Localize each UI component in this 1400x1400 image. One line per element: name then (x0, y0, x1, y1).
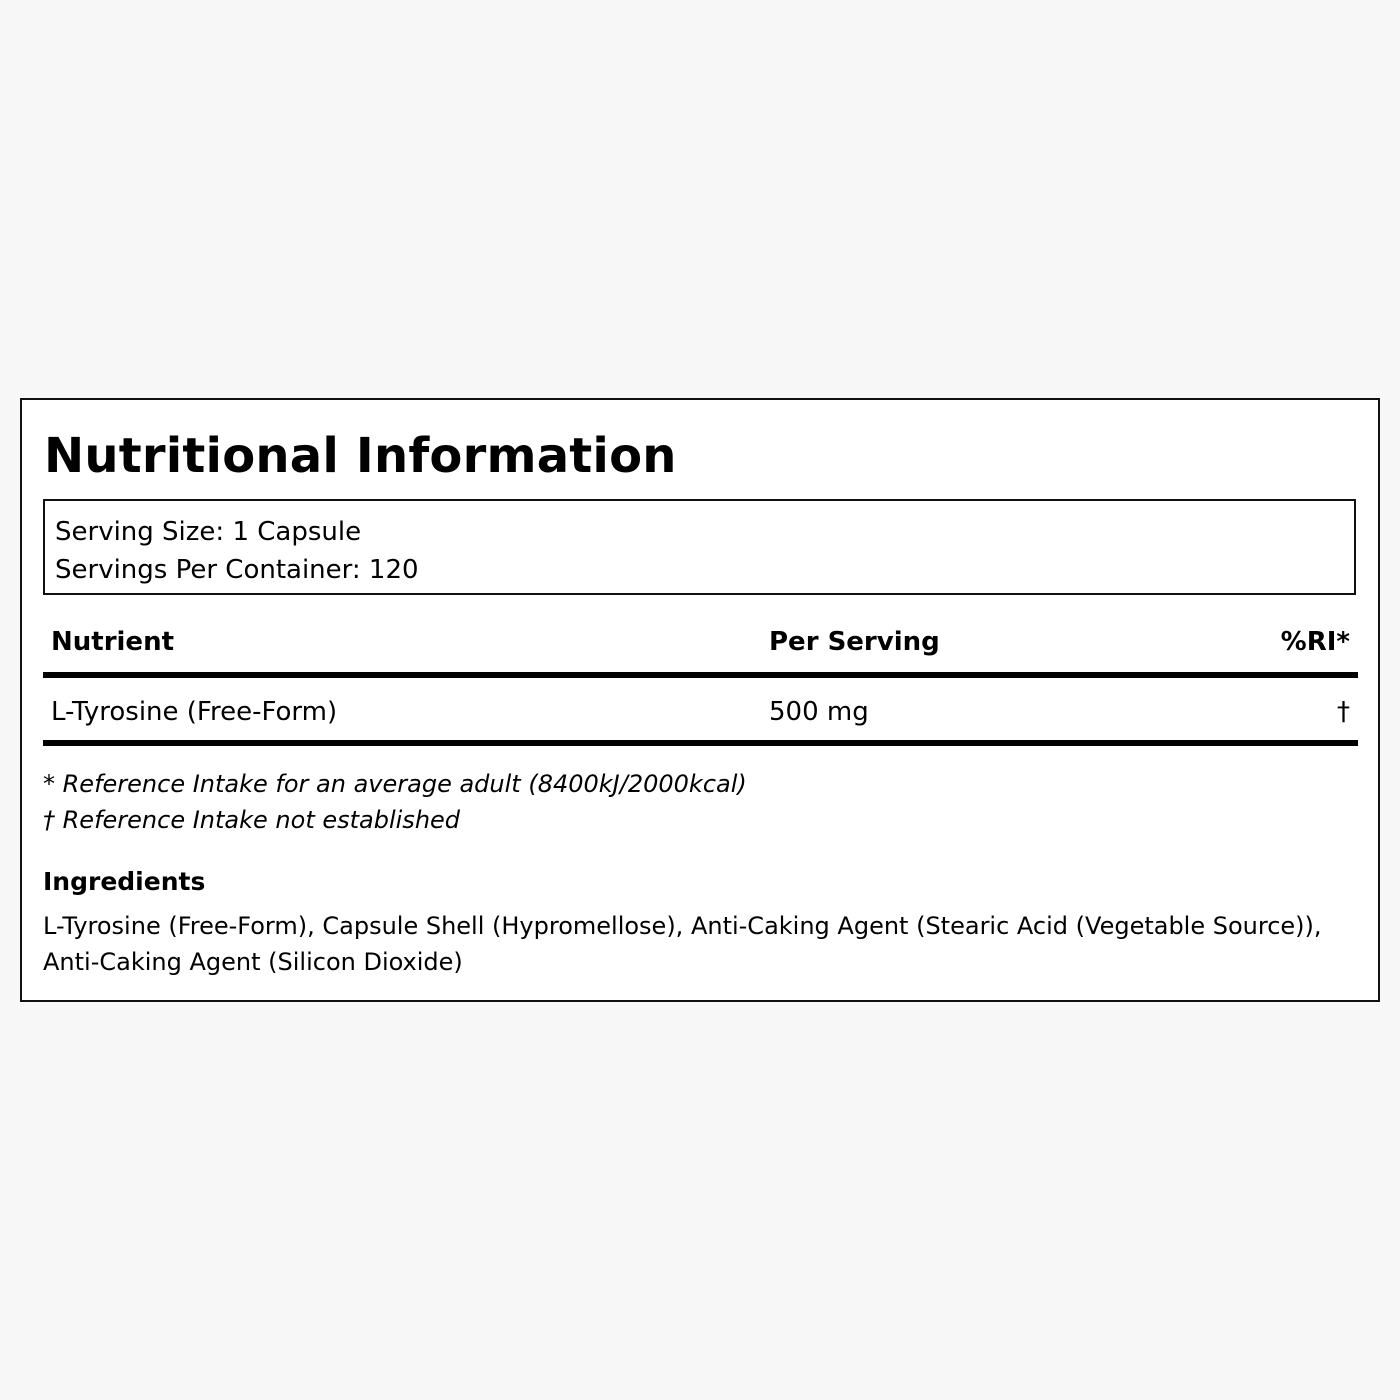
footnote-not-established: † Reference Intake not established (43, 806, 461, 834)
label-title: Nutritional Information (44, 428, 677, 484)
footnote-reference-intake: * Reference Intake for an average adult (8400kJ/2000kcal) (43, 770, 747, 798)
serving-size: Serving Size: 1 Capsule (55, 517, 362, 547)
footnotes (43, 766, 1343, 838)
nutrient-table-header (43, 622, 1358, 678)
servings-per-container: Servings Per Container: 120 (55, 555, 419, 585)
table-row (43, 678, 1358, 746)
header-per-serving: Per Serving (769, 627, 940, 657)
ingredients-list: L-Tyrosine (Free-Form), Capsule Shell (Hypromellose), Anti-Caking Agent (Stearic Acid (Vegetable Source)), Anti-Caking Agent (Silicon Dioxide) (43, 912, 1322, 976)
serving-info-box (43, 499, 1356, 595)
header-ri: %RI* (1280, 627, 1350, 657)
ingredients-heading: Ingredients (43, 867, 206, 896)
row-per-serving: 500 mg (769, 697, 869, 727)
row-ri: † (1337, 697, 1350, 727)
nutrition-label-panel (20, 398, 1380, 1002)
header-nutrient: Nutrient (51, 627, 175, 657)
row-nutrient: L-Tyrosine (Free-Form) (51, 697, 338, 727)
